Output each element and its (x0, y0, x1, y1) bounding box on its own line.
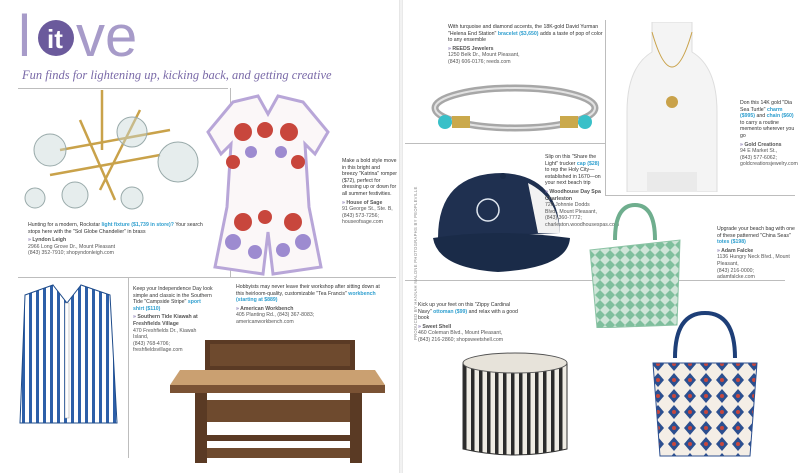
store-address: 91 George St., Ste. B, (342, 206, 393, 213)
caption-text: to carry a routine memento wherever you go (740, 119, 795, 139)
caption-text: Hunting for a modern, Rockstar (28, 222, 101, 228)
store-address: 1136 Hungry Neck Blvd., Mount Pleasant, (717, 254, 790, 267)
ikat-tote-image (650, 308, 760, 458)
caption-text: Your search stops here with the "Sol Globe Chandelier" in brass (28, 222, 203, 235)
store-name: Sweet Shell (422, 323, 452, 330)
rule (18, 277, 396, 278)
store-phone: (843) 352-7910; shopyndonleigh.com (28, 250, 114, 257)
store-phone: (843) 768-4706; (133, 340, 170, 347)
caption-text: With turquoise and diamond accents, the 18K-gold David Yurman "Helena End Station" (448, 24, 599, 37)
rule (18, 88, 228, 89)
store-address: 470 Freshfields Dr., Kiawah Island, (133, 327, 197, 341)
photo-credit: PRODUCED BY HANNAH MALONE PHOTOGRAPHS BY PEOPLEVILLE (413, 186, 418, 340)
caption-text: and relax with a good book (418, 308, 518, 322)
store-name: House of Sage (346, 199, 383, 206)
romper-caption: Make a bold style move in this bright and breezy "Katrina" romper ($72), perfect for dressing up or down for all summer festivities. » House of Sage 91 George St., Ste. B, (843) 573-7256; houseofsage.com (342, 158, 398, 226)
store-name: Adam Falcke (721, 247, 754, 254)
store-website: goldcreationsjewelry.com (740, 161, 798, 168)
workbench-caption: Hobbyists may never leave their workshop after sitting down at this heirloom-quality, customizable "Tea Francis" workbench (starting at $889) » American Workbench 405 Planting Rd., (843) 367-8083; americanworkbench.com (236, 284, 386, 326)
caption-text: Hobbyists may never leave their workshop after sitting down at this heirloom-quality, customizable "Tea Francis" (236, 284, 380, 297)
romper-image (203, 92, 333, 277)
tagline: Fun finds for lightening up, kicking back, and getting creative (22, 68, 332, 82)
store-website: charleston.woodhousespas.com (545, 221, 620, 228)
caption-text: to rep the Holy City—established in 1670—on your next beach trip (545, 167, 601, 187)
product-price-highlight: totes ($198) (717, 239, 746, 246)
store-address: 2966 Long Grove Dr., Mount Pleasant (28, 243, 116, 250)
logo-badge-it: it (47, 24, 63, 54)
cap-caption: Slip on this "Share the Light" trucker cap ($28) to rep the Holy City—established in 1670—on your next beach trip » Woodhouse Day Spa Charleston 726 Johnnie Dodds Blvd., Mount Pleasant, (843) 360-7772; charleston.woodhousespas.com (545, 154, 620, 228)
store-phone: (843) 360-7772; (545, 215, 582, 222)
product-price-highlight: chain ($60) (766, 113, 794, 120)
logo-letters-ve: ve (76, 6, 138, 68)
ottoman-caption: Kick up your feet on this "Zippy Cardinal Navy" ottoman ($99) and relax with a good book » Sweet Shell 460 Coleman Blvd., Mount Pleasant, (843) 216-2860; shopsweetshell.com (418, 302, 518, 343)
product-price-highlight: charm ($995) (740, 106, 783, 120)
store-name: Woodhouse Day Spa Charleston (545, 188, 601, 202)
caption-text: adds a taste of pop of color to any ensemble (448, 30, 603, 44)
caption-text: Kick up your feet on this "Zippy Cardinal Navy" (418, 302, 511, 315)
caption-text: and (756, 113, 766, 120)
store-name: REEDS Jewelers (452, 45, 494, 52)
store-website: houseofsage.com (342, 219, 383, 226)
store-phone: (843) 573-7256; (342, 212, 379, 219)
product-price-highlight: light fixture ($1,739 in store)? (101, 222, 174, 228)
caption-text: Upgrade your beach bag with one of these patterned "China Seas" (717, 226, 795, 239)
store-address: 726 Johnnie Dodds Blvd., Mount Pleasant, (545, 202, 597, 215)
logo-letter-l: l (18, 6, 31, 68)
product-price-highlight: sport shirt ($110) (133, 299, 201, 312)
store-name: Lyndon Leigh (32, 237, 67, 244)
store-phone: (843) 577-6062; (740, 154, 777, 161)
store-name: American Workbench (240, 305, 294, 312)
product-price-highlight: ottoman ($99) (433, 308, 468, 315)
bracelet-caption: With turquoise and diamond accents, the 18K-gold David Yurman "Helena End Station" bracelet ($3,650) adds a taste of pop of color to any ensemble » REEDS Jewelers 1250 Belk Dr., Mount Pleasant, (843) 606-0176; reeds.com (448, 24, 603, 65)
store-phone: (843) 216-0000; (717, 267, 754, 274)
store-phone: (843) 216-2860; shopsweetshell.com (418, 336, 504, 343)
workbench-image (165, 340, 390, 465)
product-price-highlight: cap ($28) (576, 160, 600, 167)
live-it-logo (18, 6, 168, 68)
store-website: americanworkbench.com (236, 318, 294, 325)
necklace-caption: Don this 14K gold "Dia Sea Turtle" charm ($995) and chain ($60) to carry a routine memento wherever you go » Gold Creations 94 E Market St., (843) 577-6062; goldcreationsjewelry.com (740, 100, 798, 168)
store-address: 405 Planting Rd., (843) 367-8083; (236, 312, 315, 319)
rule (405, 143, 605, 144)
shirt-caption: Keep your Independence Day look simple and classic in the Southern Tide "Campside Stripe" sport shirt ($110) » Southern Tide Kiawah at Freshfields Village 470 Freshfields Dr., Kiawah Island, (843) 768-4706; freshfieldsvillage.com (133, 286, 213, 354)
page-fold (399, 0, 403, 473)
caption-text: Don this 14K gold "Dia Sea Turtle" (740, 100, 793, 113)
striped-shirt-image (15, 283, 120, 433)
store-address: 94 E Market St., (740, 148, 778, 155)
store-address: 460 Coleman Blvd., Mount Pleasant, (418, 330, 503, 337)
necklace-image (622, 22, 722, 192)
store-phone: (843) 606-0176; reeds.com (448, 58, 511, 65)
store-address: 1250 Belk Dr., Mount Pleasant, (448, 52, 520, 59)
totes-caption: Upgrade your beach bag with one of these patterned "China Seas" totes ($198) » Adam Falcke 1136 Hungry Neck Blvd., Mount Pleasant, (843) 216-0000; adamfalcke.com (717, 226, 795, 281)
rule (605, 20, 606, 195)
chandelier-image (20, 90, 200, 220)
rule (605, 195, 795, 196)
product-price-highlight: bracelet ($3,650) (497, 30, 539, 37)
chandelier-caption: Hunting for a modern, Rockstar light fixture ($1,739 in store)? Your search stops here with the "Sol Globe Chandelier" in brass » Lyndon Leigh 2966 Long Grove Dr., Mount Pleasant (843) 352-7910; shopyndonleigh.com (28, 222, 203, 257)
store-name: Southern Tide Kiawah at Freshfields Village (133, 314, 198, 327)
store-website: freshfieldsvillage.com (133, 347, 183, 354)
caption-text: Make a bold style move in this bright and breezy "Katrina" romper ($72), perfect for dressing up or down for all summer festivities. (342, 158, 398, 197)
store-name: Gold Creations (744, 141, 782, 148)
caption-text: Keep your Independence Day look simple and classic in the Southern Tide "Campside Stripe" (133, 286, 213, 306)
ottoman-image (455, 345, 575, 463)
store-website: adamfalcke.com (717, 274, 755, 281)
product-price-highlight: workbench (starting at $889) (236, 290, 376, 304)
bracelet-image (430, 78, 600, 140)
caption-text: Slip on this "Share the Light" trucker (545, 154, 597, 167)
rule (128, 278, 129, 458)
